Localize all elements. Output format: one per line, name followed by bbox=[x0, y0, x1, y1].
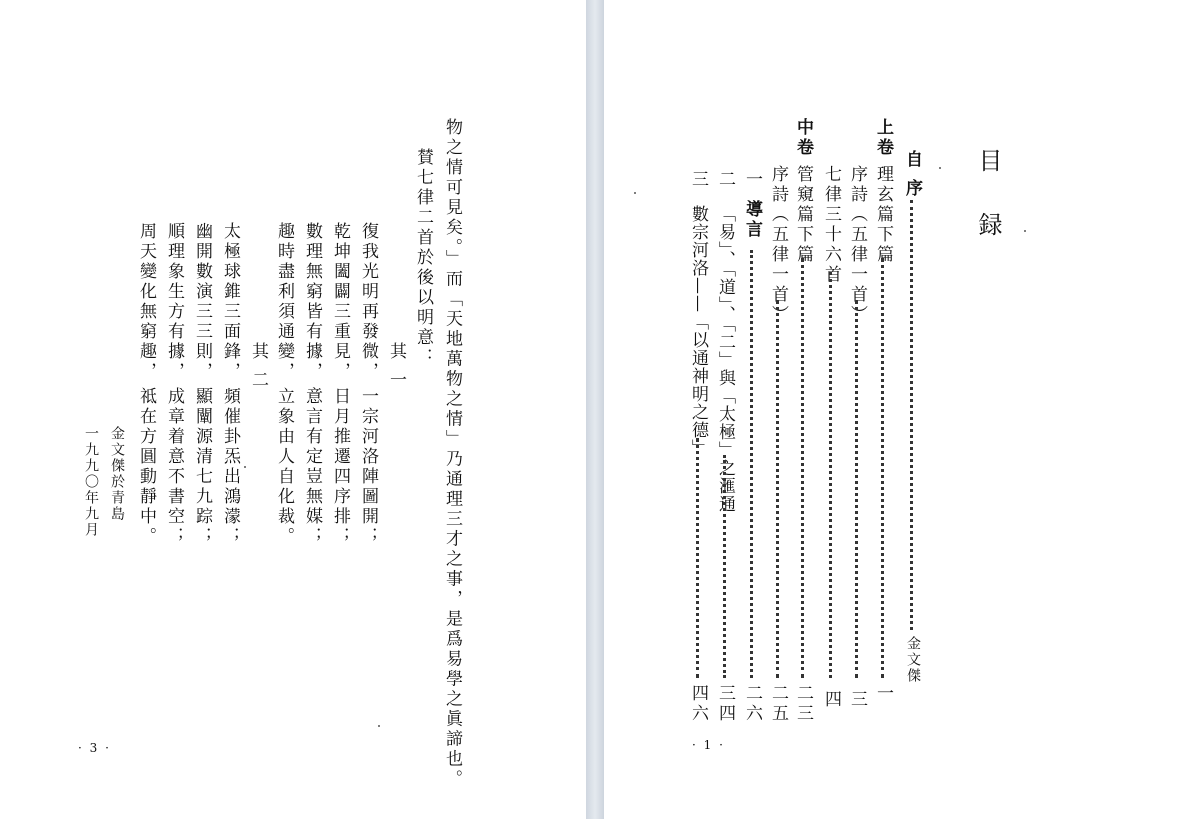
toc-ch3-page: 四六 bbox=[688, 684, 708, 724]
scan-speck bbox=[1024, 230, 1026, 232]
toc-ch2-page: 三四 bbox=[715, 684, 735, 724]
intro-line-2: 賛七律二首於後以明意： bbox=[413, 148, 433, 368]
toc-ch2-title: 「易」、「道」、「二」與「太極」之滙通 bbox=[715, 205, 735, 513]
poem1-line-1b: 一宗河洛陣圖開； bbox=[358, 387, 378, 547]
toc-leader bbox=[910, 200, 913, 630]
poem2-line-3a: 順理象生方有據， bbox=[164, 222, 184, 382]
poem1-title: 其 一 bbox=[386, 342, 406, 391]
page-number: · 1 · bbox=[692, 738, 725, 752]
toc-ch1-num: 一 bbox=[742, 170, 762, 190]
poem1-line-2a: 乾坤闔闢三重見， bbox=[330, 222, 350, 382]
toc-leader bbox=[696, 438, 699, 678]
toc-vol1-item2: 七律三十六首 bbox=[821, 165, 841, 285]
toc-leader bbox=[776, 300, 779, 678]
toc-ch3-num: 三 bbox=[688, 170, 708, 190]
toc-vol1-item1-page: 三 bbox=[847, 690, 867, 710]
poem2-line-3b: 成章着意不書空； bbox=[164, 387, 184, 547]
toc-leader bbox=[855, 300, 858, 678]
toc-vol2-label: 中卷 bbox=[793, 118, 813, 158]
toc-vol1-page: 一 bbox=[873, 684, 893, 704]
left-page bbox=[0, 0, 586, 819]
page-gutter bbox=[586, 0, 604, 819]
toc-ch1-title: 導言 bbox=[742, 200, 762, 240]
poem1-line-1a: 復我光明再發微， bbox=[358, 222, 378, 382]
toc-leader bbox=[750, 250, 753, 678]
poem2-line-4b: 祗在方圓動靜中。 bbox=[136, 387, 156, 547]
toc-vol1-label: 上卷 bbox=[873, 118, 893, 158]
poem1-line-3b: 意言有定豈無媒； bbox=[302, 387, 322, 547]
toc-leader bbox=[829, 272, 832, 678]
poem2-line-2a: 幽開數演三三則， bbox=[192, 222, 212, 382]
toc-vol2-page: 二三 bbox=[793, 684, 813, 724]
scan-speck bbox=[939, 167, 941, 169]
toc-ch2-num: 二 bbox=[715, 170, 735, 190]
poem1-line-4b: 立象由人自化裁。 bbox=[274, 387, 294, 547]
poem1-line-4a: 趣時盡利須通變， bbox=[274, 222, 294, 382]
toc-preface-author: 金文傑 bbox=[905, 636, 921, 684]
scan-speck bbox=[634, 192, 636, 194]
date-line: 一九九〇年九月 bbox=[83, 426, 99, 538]
toc-title-1: 目 bbox=[974, 148, 1002, 172]
poem2-line-4a: 周天變化無窮趣， bbox=[136, 222, 156, 382]
toc-vol1-title: 理玄篇下篇 bbox=[873, 165, 893, 265]
toc-leader bbox=[723, 455, 726, 678]
toc-vol2-item1: 序詩（五律一首） bbox=[768, 165, 788, 325]
right-page bbox=[604, 0, 1188, 819]
poem2-line-1a: 太極球錐三面鋒， bbox=[220, 222, 240, 382]
toc-vol1-item1: 序詩（五律一首） bbox=[847, 165, 867, 325]
intro-line-1: 物之情可見矣。」而「天地萬物之情」乃通理三才之事，是爲易學之眞諦也。 bbox=[442, 118, 462, 790]
scan-speck bbox=[378, 725, 380, 727]
toc-ch1-page: 二六 bbox=[742, 684, 762, 724]
poem2-line-2b: 顯闡源清七九踪； bbox=[192, 387, 212, 547]
poem1-line-3a: 數理無窮皆有據， bbox=[302, 222, 322, 382]
scan-speck bbox=[244, 466, 246, 468]
poem2-line-1b: 頻催卦炁出鴻濛； bbox=[220, 387, 240, 547]
toc-ch3-title: 數宗河洛——「以通神明之德」 bbox=[688, 205, 708, 457]
toc-vol1-item2-page: 四 bbox=[821, 690, 841, 710]
poem2-title: 其 二 bbox=[248, 342, 268, 391]
poem1-line-2b: 日月推遷四序排； bbox=[330, 387, 350, 547]
toc-preface-label: 自 序 bbox=[902, 150, 922, 199]
toc-leader bbox=[881, 258, 884, 678]
page-number: · 3 · bbox=[78, 741, 111, 755]
author-signature: 金文傑於青島 bbox=[109, 426, 125, 522]
toc-vol2-item1-page: 二五 bbox=[768, 684, 788, 724]
toc-vol2-title: 管窺篇下篇 bbox=[793, 165, 813, 265]
toc-leader bbox=[801, 258, 804, 678]
toc-title-2: 録 bbox=[974, 212, 1002, 236]
